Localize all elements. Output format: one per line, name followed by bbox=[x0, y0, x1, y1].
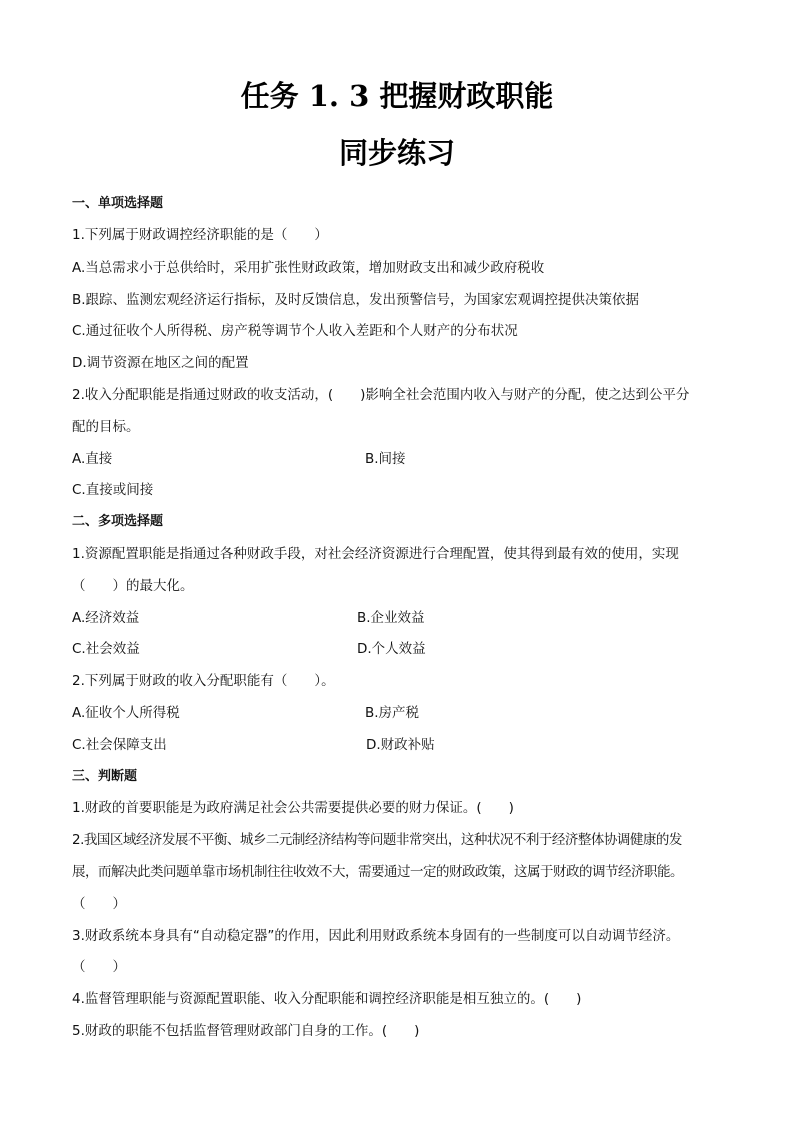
option-d: D.调节资源在地区之间的配置 bbox=[72, 355, 249, 371]
judgment-question: 3.财政系统本身具有“自动稳定器”的作用，因此利用财政系统本身固有的一些制度可以自动调节经济。 bbox=[72, 928, 680, 944]
page-title: 任务 1. 3 把握财政职能 bbox=[240, 79, 554, 113]
section-heading-multiple-choice: 二、多项选择题 bbox=[72, 514, 164, 529]
option-b: B.跟踪、监测宏观经济运行指标，及时反馈信息，发出预警信号，为国家宏观调控提供决策依据 bbox=[72, 292, 640, 308]
section-heading-single-choice: 一、单项选择题 bbox=[72, 196, 164, 211]
option-a: A.征收个人所得税 bbox=[72, 705, 180, 721]
judgment-question: 1.财政的首要职能是为政府满足社会公共需要提供必要的财力保证。( ) bbox=[72, 800, 514, 816]
option-b: B.间接 bbox=[365, 451, 406, 467]
option-a: A.直接 bbox=[72, 451, 113, 467]
question-stem-continued: （ ）的最大化。 bbox=[72, 578, 194, 594]
answer-blank: （ ） bbox=[72, 959, 126, 975]
judgment-question: 4.监督管理职能与资源配置职能、收入分配职能和调控经济职能是相互独立的。( ) bbox=[72, 991, 582, 1007]
option-b: B.房产税 bbox=[365, 705, 420, 721]
option-c: C.社会保障支出 bbox=[72, 737, 167, 753]
option-a: A.经济效益 bbox=[72, 610, 140, 626]
section-heading-true-false: 三、判断题 bbox=[72, 769, 138, 784]
option-a: A.当总需求小于总供给时，采用扩张性财政政策，增加财政支出和减少政府税收 bbox=[72, 260, 545, 276]
question-stem: 1.下列属于财政调控经济职能的是（ ） bbox=[72, 227, 328, 243]
question-stem: 2.收入分配职能是指通过财政的收支活动，( )影响全社会范围内收入与财产的分配，使之达到公平分 bbox=[72, 387, 690, 403]
option-d: D.财政补贴 bbox=[366, 737, 435, 753]
judgment-question-continued: 展，而解决此类问题单靠市场机制往往收效不大，需要通过一定的财政政策，这属于财政的调节经济职能。 bbox=[72, 864, 683, 880]
judgment-question: 5.财政的职能不包括监督管理财政部门自身的工作。( ) bbox=[72, 1023, 420, 1039]
option-c: C.通过征收个人所得税、房产税等调节个人收入差距和个人财产的分布状况 bbox=[72, 323, 518, 339]
question-stem-continued: 配的目标。 bbox=[72, 419, 140, 435]
answer-blank: （ ） bbox=[72, 896, 126, 912]
option-c: C.社会效益 bbox=[72, 641, 140, 657]
page-subtitle: 同步练习 bbox=[338, 136, 455, 170]
question-stem: 1.资源配置职能是指通过各种财政手段，对社会经济资源进行合理配置，使其得到最有效的使用，实现 bbox=[72, 546, 679, 562]
judgment-question: 2.我国区域经济发展不平衡、城乡二元制经济结构等问题非常突出，这种状况不利于经济整体协调健康的发 bbox=[72, 832, 682, 848]
option-c: C.直接或间接 bbox=[72, 482, 154, 498]
option-d: D.个人效益 bbox=[357, 641, 426, 657]
option-b: B.企业效益 bbox=[357, 610, 425, 626]
question-stem: 2.下列属于财政的收入分配职能有（ ）。 bbox=[72, 673, 335, 689]
